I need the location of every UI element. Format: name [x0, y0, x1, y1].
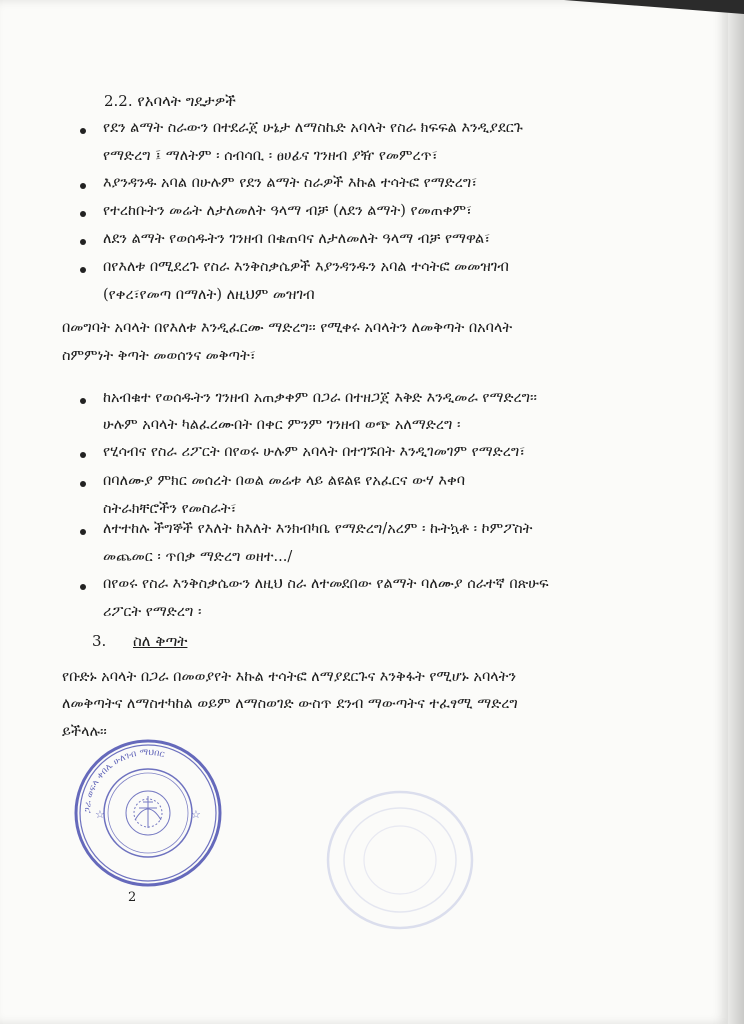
paragraph-line: ይችላሉ፡፡ [62, 724, 107, 740]
faint-stamp [320, 785, 480, 935]
stamp-outer-text: ጋራ ወፍላ ቀበሌ ሁለገብ ማህበር [82, 747, 166, 814]
list-item-line: በባለሙያ ምክር መሰረት በወል መሬቱ ላይ ልዩልዩ የአፈርና ውሃ እቀባ [103, 473, 466, 489]
paragraph-line: ለመቅጣትና ለማስተካከል ወይም ለማስወገድ ውስጥ ደንብ ማውጣትና ተፈፃሚ ማድረግ [62, 696, 518, 712]
bullet-marker [80, 481, 86, 487]
section-heading-2-2: 2.2. የአባላት ግዴታዎች [104, 92, 236, 110]
paragraph-line: ስምምነት ቅጣት መወሰንና መቅጣት፣ [62, 348, 256, 364]
list-item-line: የደን ልማት ስራውን በተደራጀ ሁኔታ ለማስኬድ አባላት የስራ ክፍፍል እንዲያደርጉ [103, 120, 523, 136]
page-edge [728, 0, 744, 1024]
bullet-marker [80, 211, 86, 217]
page-number: 2 [128, 890, 137, 905]
bullet-marker [80, 183, 86, 189]
list-item-line: ሁሉም አባላት ካልፈረሙበት በቀር ምንም ገንዘብ ወጭ አለማድረግ ፡ [103, 417, 461, 433]
list-item-line: ለደን ልማት የወሰዱትን ገንዘብ በቁጠባና ለታለመለት ዓላማ ብቻ የማዋል፣ [103, 231, 491, 247]
star-icon: ☆ [95, 808, 105, 821]
list-item-line: (የቀረ፣የመጣ በማለት) ለዚህም መዝገብ [103, 287, 315, 303]
list-item-line: የሂሳብና የስራ ሪፖርት በየወሩ ሁሉም አባላት በተገኙበት እንዲገመገም የማድረግ፣ [103, 444, 526, 460]
list-item-line: ስትራክቸሮችን የመስራት፣ [103, 501, 237, 517]
list-item-line: በየወሩ የስራ እንቅስቃሴውን ለዚህ ስራ ለተመደበው የልማት ባለሙያ ሰራተኛ በጽሁፍ [103, 576, 549, 592]
list-item-line: መጨመር ፡ ጥበቃ ማድረግ ወዘተ.../ [103, 549, 293, 565]
list-item-line: ከአብቁተ የወሰዱትን ገንዘብ አጠቃቀም በጋራ በተዘጋጀ እቅድ እንዲመራ የማድረግ፡፡ [103, 390, 537, 406]
emblem-icon [126, 791, 170, 835]
section-heading-3: ስለ ቅጣት [133, 632, 188, 650]
bullet-marker [80, 267, 86, 273]
bullet-marker [80, 128, 86, 134]
list-item-line: የተረከቡትን መሬት ለታለመለት ዓላማ ብቻ (ለደን ልማት) የመጠቀም፣ [103, 203, 472, 219]
list-item-line: ለተተከሉ ችግኞች የእለት ከእለት እንክብካቤ የማድረግ/አረም ፡ ኩትኳቶ ፡ ኮምፖስት [103, 521, 533, 537]
bullet-marker [80, 398, 86, 404]
bullet-marker [80, 452, 86, 458]
list-item-line: ሪፖርት የማድረግ ፡ [103, 604, 202, 620]
list-item-line: የማድረግ ፤ ማለትም ፡ ሰብሳቢ ፡ ፀሀፊና ገንዘብ ያዥ የመምረጥ፣ [103, 148, 438, 164]
list-item-line: እያንዳንዱ አባል በሁሉም የደን ልማት ስራዎች እኩል ተሳትፎ የማድረግ፣ [103, 175, 478, 191]
list-item-line: በየእለቱ በሚደረጉ የስራ እንቅስቃሴዎች እያንዳንዱን አባል ተሳትፎ መመዝገብ [103, 259, 509, 275]
paragraph-line: በመግባት አባላት በየእለቱ እንዲፈርሙ ማድረግ፡፡ የሚቀሩ አባላትን ለመቅጣት በአባላት [62, 320, 513, 336]
star-icon: ☆ [191, 808, 201, 821]
section-number-3: 3. [92, 632, 107, 650]
bullet-marker [80, 529, 86, 535]
bullet-marker [80, 239, 86, 245]
official-stamp [73, 738, 223, 888]
paragraph-line: የቡድኑ አባላት በጋራ በመወያየት እኩል ተሳትፎ ለማያደርጉና እንቅፋት የሚሆኑ አባላትን [62, 669, 517, 685]
bullet-marker [80, 584, 86, 590]
